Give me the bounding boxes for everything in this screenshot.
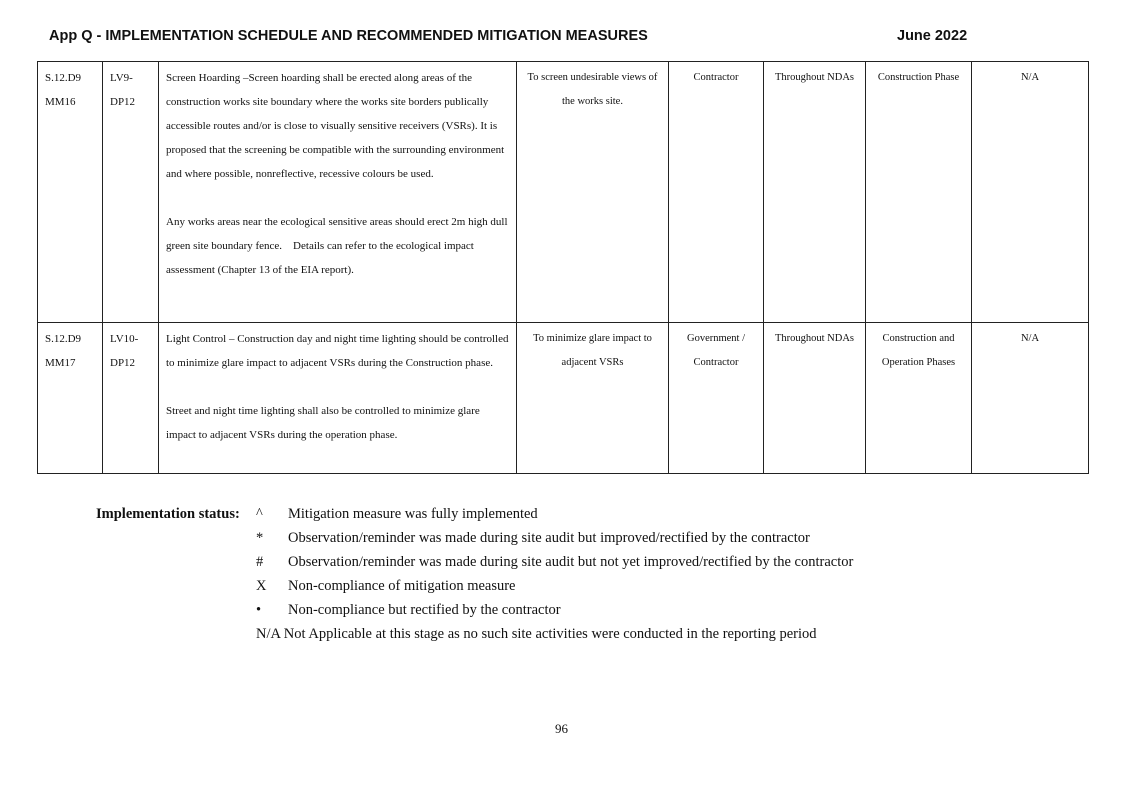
measure-cell: [159, 323, 517, 474]
legend-list: [256, 502, 956, 646]
eia-ref-cell: [38, 323, 103, 474]
ep-ref-cell: [103, 323, 159, 474]
legend-label: Implementation status:: [96, 506, 240, 522]
ep-ref-code: DP12: [110, 96, 136, 108]
legend-symbol: ^: [256, 506, 263, 522]
measure-text: Street and night time lighting shall also be controlled to minimize glare impact to adjacent VSRs during the operation phase.: [166, 405, 480, 441]
status-cell: N/A: [972, 62, 1089, 323]
legend-item: [256, 502, 956, 526]
ep-ref: LV9-: [110, 72, 133, 84]
ep-ref-cell: [103, 62, 159, 323]
eia-ref: S.12.D9: [45, 333, 82, 345]
legend-item: [256, 574, 956, 598]
location-cell: Throughout NDAs: [764, 323, 866, 474]
agent-cell: Contractor: [669, 62, 764, 323]
agent-cell: Government / Contractor: [669, 323, 764, 474]
mitigation-schedule-table: [37, 61, 1089, 474]
legend-na-line: N/A Not Applicable at this stage as no such site activities were conducted in the reporting period: [256, 626, 817, 642]
legend-text: Mitigation measure was fully implemented: [288, 506, 538, 522]
eia-ref: S.12.D9: [45, 72, 82, 84]
legend-symbol: X: [256, 578, 267, 594]
legend-text: Non-compliance of mitigation measure: [288, 578, 516, 594]
timing-cell: Construction Phase: [866, 62, 972, 323]
eia-ref-cell: [38, 62, 103, 323]
legend-symbol: #: [256, 554, 264, 570]
legend-item: [256, 550, 956, 574]
ep-ref: LV10-: [110, 333, 139, 345]
ep-ref-code: DP12: [110, 357, 136, 369]
timing-cell: Construction and Operation Phases: [866, 323, 972, 474]
legend-item: [256, 526, 956, 550]
eia-ref-code: MM16: [45, 96, 76, 108]
legend-text: Observation/reminder was made during site audit but not yet improved/rectified by the contractor: [288, 554, 854, 570]
measure-cell: [159, 62, 517, 323]
legend-text: Non-compliance but rectified by the contractor: [288, 602, 561, 618]
page-number: 96: [555, 721, 568, 736]
objective-cell: To minimize glare impact to adjacent VSRs: [517, 323, 669, 474]
legend-item: [256, 598, 956, 622]
status-cell: N/A: [972, 323, 1089, 474]
measure-text: Any works areas near the ecological sensitive areas should erect 2m high dull green site boundary fence. Details can refer to the ecological impact assessment (Chapter 13 of the EIA report).: [166, 216, 508, 276]
measure-text: Screen Hoarding –Screen hoarding shall be erected along areas of the construction works site boundary where the works site borders publically accessible routes and/or is close to visually sensitive receivers (VSRs). It is proposed that the screening be compatible with the surrounding environment and where possible, nonreflective, recessive colours be used.: [166, 72, 505, 180]
objective-cell: To screen undesirable views of the works site.: [517, 62, 669, 323]
report-date: June 2022: [897, 28, 968, 44]
page-title: App Q - IMPLEMENTATION SCHEDULE AND RECOMMENDED MITIGATION MEASURES: [49, 28, 648, 44]
legend-text: Observation/reminder was made during site audit but improved/rectified by the contractor: [288, 530, 810, 546]
location-cell: Throughout NDAs: [764, 62, 866, 323]
legend-symbol: *: [256, 530, 264, 546]
eia-ref-code: MM17: [45, 357, 76, 369]
measure-text: Light Control – Construction day and night time lighting should be controlled to minimize glare impact to adjacent VSRs during the Construction phase.: [166, 333, 509, 369]
table-row: [38, 323, 1089, 474]
table-row: [38, 62, 1089, 323]
bullet-icon: •: [256, 602, 262, 618]
